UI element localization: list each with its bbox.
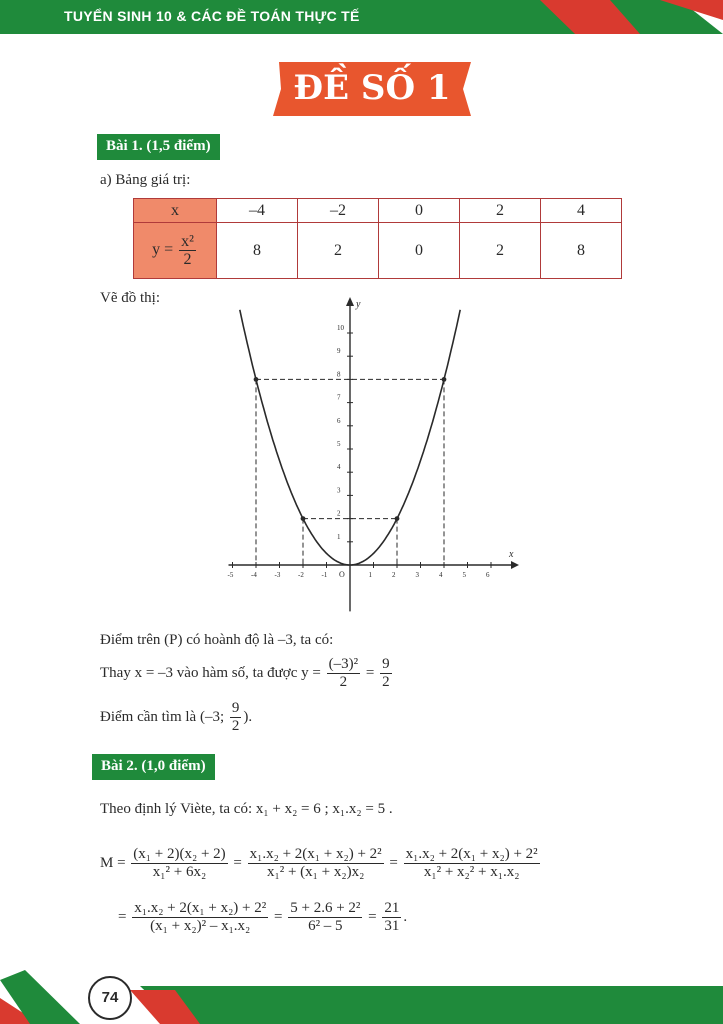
y-tick-label: 1 — [337, 532, 341, 541]
table-x-cell: –4 — [217, 199, 298, 223]
table-y-header — [134, 223, 217, 279]
x-tick-label: 4 — [439, 571, 443, 579]
x-tick-label: -5 — [227, 571, 234, 579]
viete-equation: x₁ + x₂ = 6 ; x₁.x₂ = 5 . — [255, 801, 393, 817]
m-frac6 — [382, 900, 401, 935]
table-y-cell: 2 — [298, 223, 379, 279]
m-expression-line2: = $\frac{\text{x₁.x₂ + 2(x₁ + x₂) + 2²}}{\text{(x₁ + x₂)² – x₁.x₂}}$ = $\frac{\text{5 + 2.6 + 2²}}{\text{6² – 5}}$ = $\frac{21}{31}$ . — [118, 900, 408, 934]
y-tick-label: 10 — [337, 324, 344, 332]
y-tick-label: 5 — [337, 440, 341, 448]
viete-line — [100, 801, 393, 818]
table-x-header: x — [134, 199, 217, 223]
bai1-part-a: a) Bảng giá trị: — [100, 172, 191, 188]
result-line — [100, 700, 252, 735]
table-x-cell: –2 — [298, 199, 379, 223]
m-expression-line1: M = $\frac{\text{(x₁ + 2)(x₂ + 2)}}{\text{x₁² + 6x₂}}$ = $\frac{\text{x₁.x₂ + 2(x₁ + x₂) + 2²}}{\text{x₁² + (x₁ + x₂)x₂}}$ = $\frac{\text{x₁.x₂ + 2(x₁ + x₂) + 2²}}{\text{x₁² + x₂² + x₁.x₂}}$ — [100, 846, 538, 880]
x-tick-label: -3 — [274, 571, 281, 579]
x-tick-label: -2 — [298, 571, 304, 579]
x-tick-label: 2 — [392, 571, 396, 579]
table-y-cell: 0 — [379, 223, 460, 279]
result-num: 9 — [231, 700, 240, 716]
m-frac2-num: x₁.x₂ + 2(x₁ + x₂) + 2² — [249, 846, 382, 862]
substitute-text: Thay x = –3 vào hàm số, ta được — [100, 664, 298, 681]
m-frac3-den: x₁² + x₂² + x₁.x₂ — [423, 864, 520, 880]
table-y-cell: 8 — [217, 223, 298, 279]
y-tick-label: 4 — [337, 463, 341, 472]
m-frac2-den: x₁² + (x₁ + x₂)x₂ — [266, 864, 365, 880]
y-tick-label: 7 — [337, 393, 341, 402]
y-axis-label: y — [356, 299, 361, 310]
table-y-label: y = — [152, 241, 174, 259]
m-frac1-num: (x₁ + 2)(x₂ + 2) — [133, 846, 226, 862]
m-frac3 — [404, 846, 540, 881]
m-frac6-den: 31 — [384, 918, 400, 934]
page-number: 74 — [88, 976, 132, 1020]
m-frac4-den: (x₁ + x₂)² – x₁.x₂ — [150, 918, 251, 934]
y-tick-label: 2 — [337, 509, 341, 518]
table-y-den: 2 — [183, 251, 192, 268]
table-x-cell: 2 — [460, 199, 541, 223]
substitute-result — [380, 656, 392, 691]
x-tick-label: 5 — [462, 571, 466, 579]
m-label: M = — [100, 854, 126, 871]
y-axis-arrow — [346, 297, 354, 306]
x-tick-label: 6 — [486, 571, 490, 579]
result-den: 2 — [231, 718, 240, 734]
result-fraction — [230, 700, 242, 735]
table-y-cell: 8 — [541, 223, 622, 279]
x-tick-label: -4 — [251, 571, 257, 579]
m-frac3-num: x₁.x₂ + 2(x₁ + x₂) + 2² — [405, 846, 538, 862]
x-axis-label: x — [509, 549, 514, 560]
table-y-cell: 2 — [460, 223, 541, 279]
x-axis-arrow — [511, 561, 519, 569]
m-end: . — [403, 908, 408, 925]
viete-text: Theo định lý Viète, ta có: — [100, 801, 253, 817]
bai1-label: Bài 1. (1,5 điểm) — [97, 134, 220, 160]
header-title: TUYỂN SINH 10 & CÁC ĐỀ TOÁN THỰC TẾ — [64, 8, 360, 24]
table-y-fraction — [179, 233, 196, 268]
table-x-cell: 0 — [379, 199, 460, 223]
result-end: ). — [243, 708, 253, 725]
y-tick-label: 8 — [337, 370, 341, 379]
substitute-result-num: 9 — [382, 656, 390, 672]
substitute-line: Thay x = –3 vào hàm số, ta được y = $\frac{\text{(–3)²}}{2}$ = $\frac{9}{2}$ — [100, 656, 390, 690]
parabola-graph — [200, 295, 540, 620]
graph-label: Vẽ đồ thị: — [100, 290, 160, 306]
point-line: Điểm trên (P) có hoành độ là –3, ta có: — [100, 632, 334, 648]
m-frac5-num: 5 + 2.6 + 2² — [290, 900, 361, 916]
x-tick-label: 3 — [415, 571, 419, 579]
x-tick-label: 1 — [368, 571, 372, 579]
y-tick-label: 6 — [337, 416, 341, 425]
result-text: Điểm cần tìm là (–3; — [100, 708, 225, 725]
m-frac5 — [288, 900, 362, 935]
bai2-label: Bài 2. (1,0 điểm) — [92, 754, 215, 780]
x-tick-label: -1 — [321, 571, 328, 579]
origin-label: O — [339, 570, 345, 579]
m-frac4 — [132, 900, 268, 935]
m-frac6-num: 21 — [384, 900, 400, 916]
page-title: ĐỀ SỐ 1 — [293, 68, 451, 108]
m-frac5-den: 6² – 5 — [308, 918, 343, 934]
value-table — [133, 198, 622, 279]
substitute-result-den: 2 — [382, 674, 390, 690]
y-tick-label: 9 — [337, 347, 341, 356]
table-x-cell: 4 — [541, 199, 622, 223]
m-frac2 — [248, 846, 384, 881]
m-frac4-num: x₁.x₂ + 2(x₁ + x₂) + 2² — [134, 900, 267, 916]
y-tick-label: 3 — [337, 486, 341, 495]
table-y-num: x² — [181, 233, 194, 250]
m-frac1 — [131, 846, 227, 881]
substitute-y: y = — [301, 664, 321, 681]
substitute-num: (–3)² — [328, 656, 359, 672]
substitute-den: 2 — [339, 674, 348, 690]
m-frac1-den: x₁² + 6x₂ — [152, 864, 207, 880]
substitute-fraction — [327, 656, 361, 691]
